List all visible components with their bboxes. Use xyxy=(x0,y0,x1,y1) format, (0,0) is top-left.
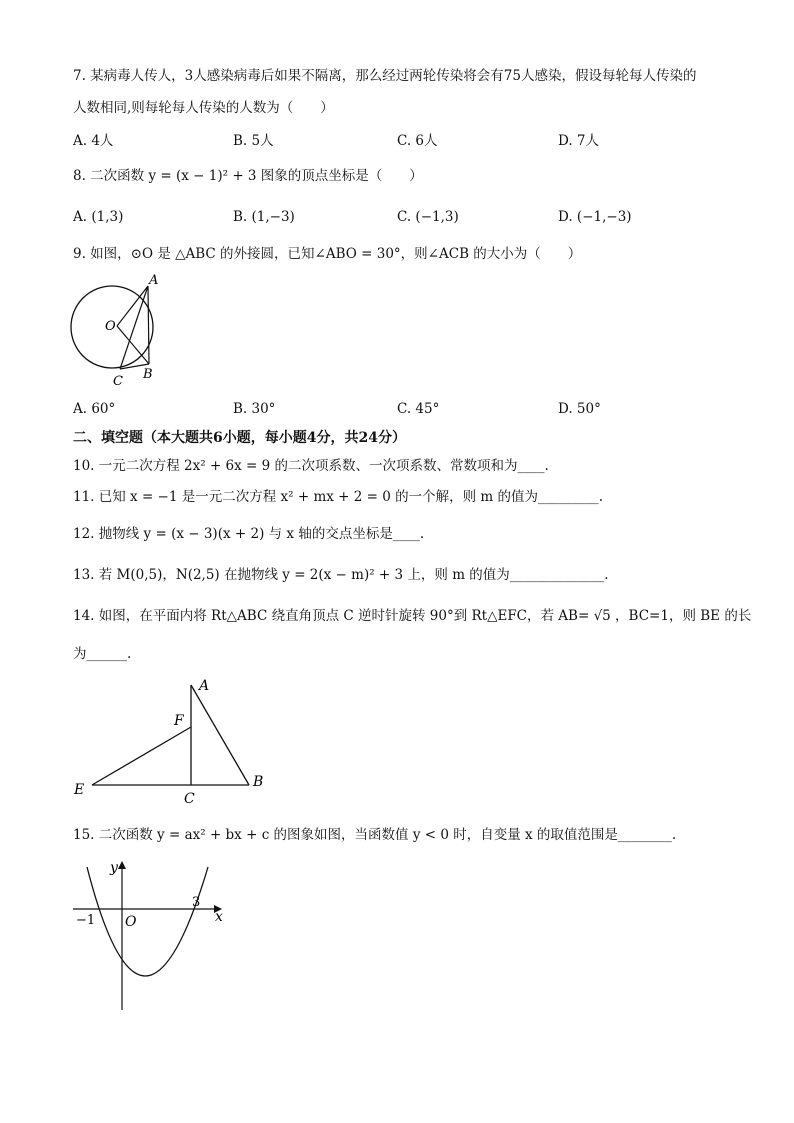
q9-label-c: C xyxy=(113,374,123,389)
q7-option-b: B. 5人 xyxy=(233,133,274,149)
q15-label-x: x xyxy=(215,909,223,925)
q15-text: 15. 二次函数 y = ax² + bx + c 的图象如图，当函数值 y < 0 时，自变量 x 的取值范围是________. xyxy=(73,827,677,843)
q14-label-c: C xyxy=(184,791,195,807)
q14-segment-ab xyxy=(191,685,249,785)
section-fill-in-title: 二、填空题（本大题共6小题，每小题4分，共24分） xyxy=(73,430,406,446)
q14-label-f: F xyxy=(174,713,184,729)
q15-label-origin: O xyxy=(125,914,137,930)
q14-label-b: B xyxy=(253,774,264,790)
q11-text: 11. 已知 x = −1 是一元二次方程 x² + mx + 2 = 0 的一个解，则 m 的值为_________. xyxy=(73,489,604,505)
q13-text: 13. 若 M(0,5)，N(2,5) 在抛物线 y = 2(x − m)² + 3 上，则 m 的值为______________. xyxy=(73,567,609,583)
q15-parabola-curve xyxy=(87,867,208,976)
q14-label-e: E xyxy=(74,782,85,798)
q9-label-a: A xyxy=(149,273,159,288)
q8-option-b: B. (1,−3) xyxy=(233,209,295,225)
q9-segment-ab xyxy=(148,286,149,364)
q15-label-minus-one: −1 xyxy=(76,913,96,928)
q7-option-d: D. 7人 xyxy=(558,133,600,149)
q14-triangle-figure xyxy=(70,672,270,812)
q9-option-d: D. 50° xyxy=(558,401,601,417)
q9-segment-ac xyxy=(120,286,148,369)
q15-label-y: y xyxy=(110,860,118,876)
q14-line2: 为______. xyxy=(73,646,132,662)
q8-stem: 8. 二次函数 y = (x − 1)² + 3 图象的顶点坐标是（ ） xyxy=(73,168,423,184)
q9-option-a: A. 60° xyxy=(73,401,116,417)
q8-option-d: D. (−1,−3) xyxy=(558,209,632,225)
q14-label-a: A xyxy=(199,678,210,694)
q10-text: 10. 一元二次方程 2x² + 6x = 9 的二次项系数、一次项系数、常数项和为____. xyxy=(73,458,549,474)
q7-line2: 人数相同,则每轮每人传染的人数为（ ） xyxy=(73,100,334,116)
q9-circle-figure xyxy=(60,270,170,395)
q7-option-a: A. 4人 xyxy=(73,133,114,149)
q14-segment-ef xyxy=(92,727,191,785)
q9-label-b: B xyxy=(143,367,153,382)
q15-label-three: 3 xyxy=(192,895,201,910)
q9-label-o: O xyxy=(105,319,116,334)
q14-line1: 14. 如图，在平面内将 Rt△ABC 绕直角顶点 C 逆时针旋转 90°到 Rt△EFC，若 AB= √5 ，BC=1，则 BE 的长 xyxy=(73,608,752,624)
q15-parabola-figure xyxy=(70,855,235,1015)
q9-option-b: B. 30° xyxy=(233,401,276,417)
q9-option-c: C. 45° xyxy=(397,401,440,417)
q8-option-a: A. (1,3) xyxy=(73,209,124,225)
q7-line1: 7. 某病毒人传人，3人感染病毒后如果不隔离，那么经过两轮传染将会有75人感染，假设每轮每人传染的 xyxy=(73,68,697,84)
q8-option-c: C. (−1,3) xyxy=(397,209,459,225)
q15-y-axis-arrow xyxy=(118,861,126,869)
q9-stem: 9. 如图，⊙O 是 △ABC 的外接圆，已知∠ABO = 30°，则∠ACB 的大小为（ ） xyxy=(73,246,582,262)
q12-text: 12. 抛物线 y = (x − 3)(x + 2) 与 x 轴的交点坐标是____. xyxy=(73,526,425,542)
q7-option-c: C. 6人 xyxy=(397,133,438,149)
